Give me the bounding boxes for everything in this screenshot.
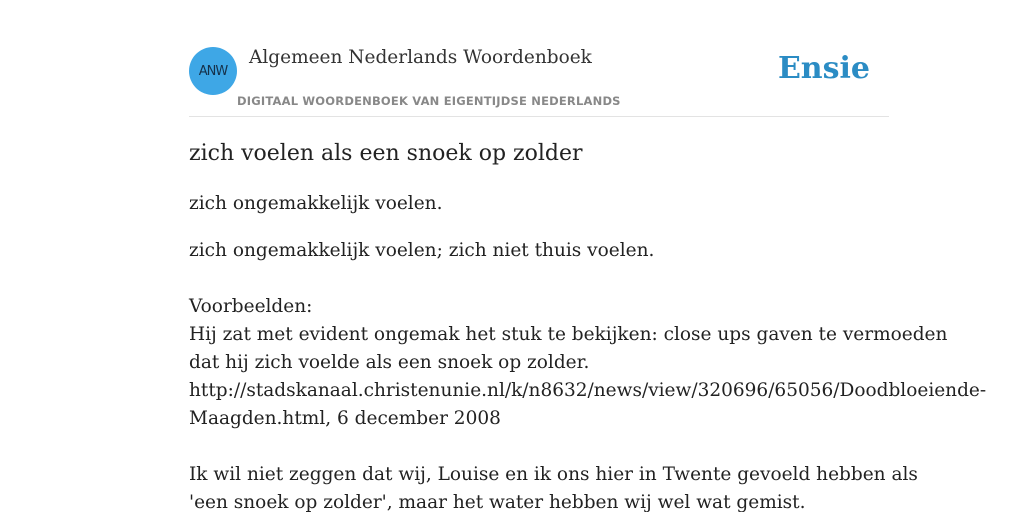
short-definition: zich ongemakkelijk voelen. bbox=[189, 193, 443, 214]
example-2-line-2: 'een snoek op zolder', maar het water hebben wij wel wat gemist. bbox=[189, 492, 806, 512]
example-separator bbox=[189, 433, 949, 461]
anw-logo[interactable]: ANW bbox=[189, 47, 237, 95]
site-subtitle: DIGITAAL WOORDENBOEK VAN EIGENTIJDSE NEDERLANDS bbox=[237, 94, 621, 108]
example-1-source-line-1: http://stadskanaal.christenunie.nl/k/n8632/news/view/320696/65056/Doodbloeiende- bbox=[189, 380, 987, 401]
ensie-brand-link[interactable]: Ensie bbox=[777, 51, 870, 86]
site-title-link[interactable]: Algemeen Nederlands Woordenboek bbox=[249, 47, 592, 68]
examples-section bbox=[189, 293, 987, 512]
site-header bbox=[189, 46, 889, 117]
example-1-source-line-2: Maagden.html, 6 december 2008 bbox=[189, 408, 501, 429]
entry-headword: zich voelen als een snoek op zolder bbox=[189, 141, 583, 166]
example-1-line-1: Hij zat met evident ongemak het stuk te bekijken: close ups gaven te vermoeden bbox=[189, 324, 948, 345]
entry-content bbox=[189, 138, 987, 512]
example-1-line-2: dat hij zich voelde als een snoek op zolder. bbox=[189, 352, 590, 373]
examples-label: Voorbeelden: bbox=[189, 296, 313, 317]
example-2-line-1: Ik wil niet zeggen dat wij, Louise en ik ons hier in Twente gevoeld hebben als bbox=[189, 464, 918, 485]
long-definition: zich ongemakkelijk voelen; zich niet thuis voelen. bbox=[189, 240, 655, 261]
